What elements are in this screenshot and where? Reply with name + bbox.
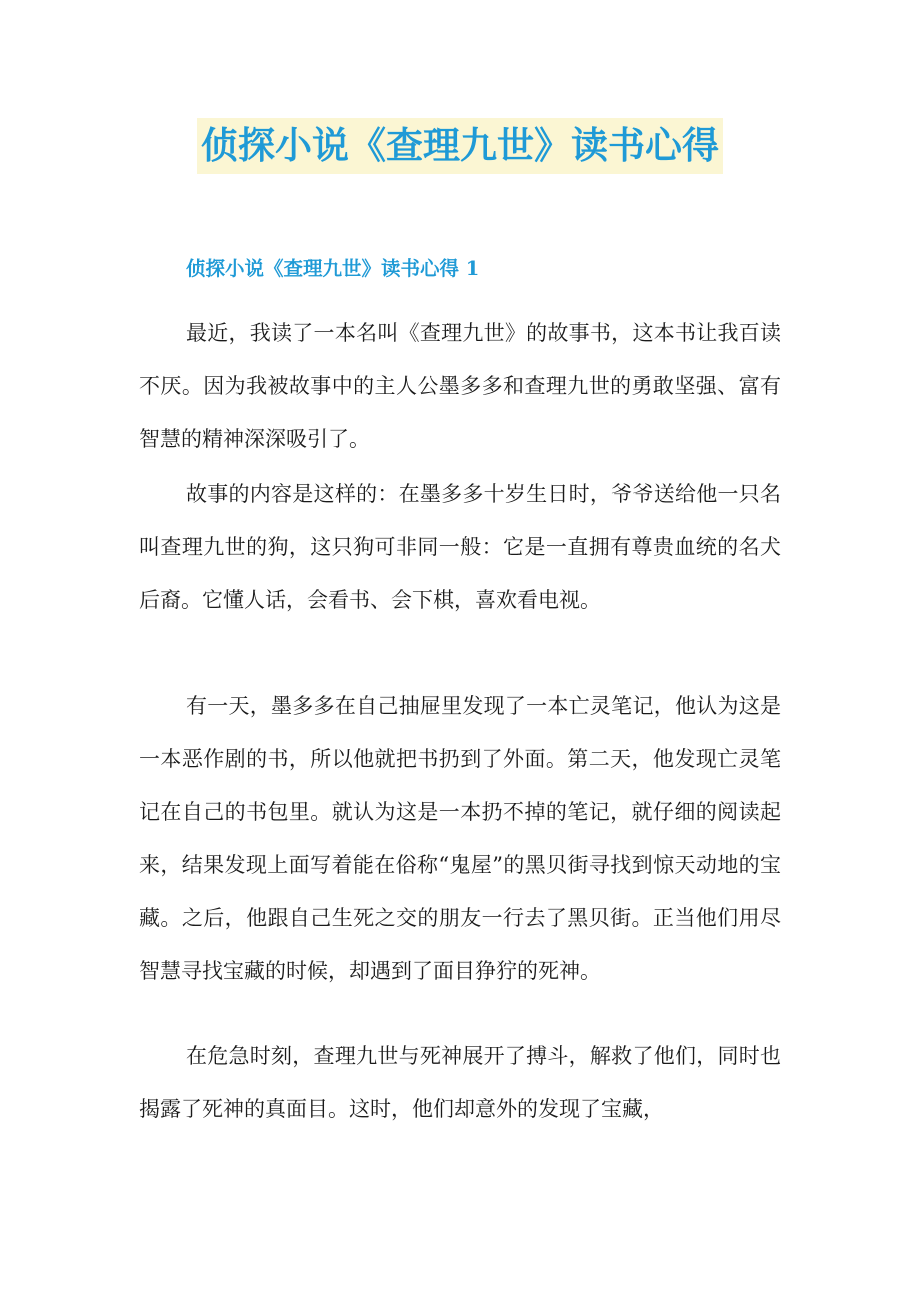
section-heading: 侦探小说《查理九世》读书心得 1 [186, 257, 480, 280]
title-container [0, 118, 920, 174]
document-title: 侦探小说《查理九世》读书心得 [197, 118, 723, 174]
paragraph-2: 故事的内容是这样的：在墨多多十岁生日时，爷爷送给他一只名叫查理九世的狗，这只狗可非同一般：它是一直拥有尊贵血统的名犬后裔。它懂人话，会看书、会下棋，喜欢看电视。 [139, 482, 781, 612]
paragraph-1: 最近，我读了一本名叫《查理九世》的故事书，这本书让我百读不厌。因为我被故事中的主人公墨多多和查理九世的勇敢坚强、富有智慧的精神深深吸引了。 [139, 321, 781, 451]
paragraph-4: 在危急时刻，查理九世与死神展开了搏斗，解救了他们，同时也揭露了死神的真面目。这时，他们却意外的发现了宝藏， [139, 1044, 781, 1121]
paragraph-3: 有一天，墨多多在自己抽屉里发现了一本亡灵笔记，他认为这是一本恶作剧的书，所以他就把书扔到了外面。第二天，他发现亡灵笔记在自己的书包里。就认为这是一本扔不掉的笔记，就仔细的阅读起来，结果发现上面写着能在俗称“鬼屋”的黑贝街寻找到惊天动地的宝藏。之后，他跟自己生死之交的朋友一行去了黑贝街。正当他们用尽智慧寻找宝藏的时候，却遇到了面目狰狞的死神。 [139, 694, 781, 983]
